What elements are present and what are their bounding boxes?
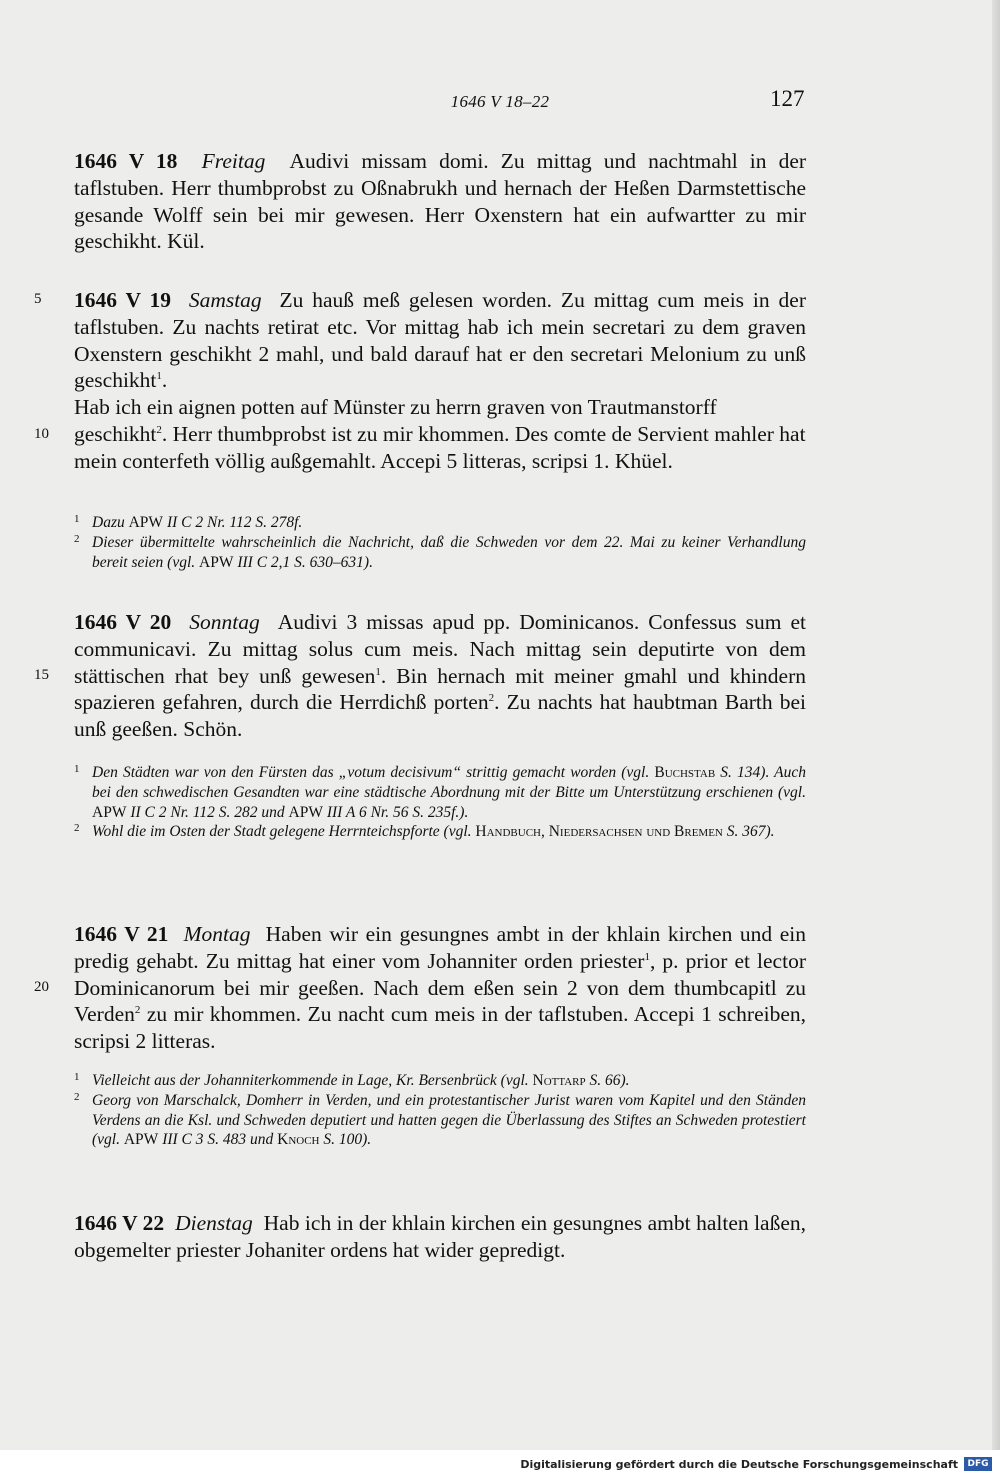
footnote-mark: 2 <box>488 692 495 705</box>
footnote-text: S. 66). <box>589 1072 630 1089</box>
entry-text: . Herr thumbprobst ist zu mir khommen. Des comte de Servient mahler hat mein conterfeth völlig außgemahlt. Accepi 5 litteras, scripsi 1. Khüel. <box>74 421 806 473</box>
entry-date: 1646 V 19 <box>74 288 172 312</box>
footnote-text: Dazu <box>92 514 125 531</box>
footnote <box>74 1071 806 1091</box>
footnote <box>74 1091 806 1150</box>
footnote-text: II C 2 Nr. 112 S. 278f. <box>166 514 303 531</box>
digitization-footer <box>0 1450 1000 1478</box>
running-header: 1646 V 18–22 <box>450 92 550 111</box>
footnote-text: Dieser übermittelte wahrscheinlich die Nachricht, daß die Schweden vor dem 22. Mai zu keiner Verhandlung bereit seien (vgl. <box>92 533 806 571</box>
footnote <box>74 533 806 573</box>
entry-text: Haben wir ein gesungnes ambt in der khlain kirchen und ein predig gehabt. Zu mittag hat einer vom Johanniter orden priester <box>74 922 807 973</box>
footnote-mark: 1 <box>644 950 650 963</box>
footnote <box>74 763 806 822</box>
footnote-text: Den Städten war von den Fürsten das „votum decisivum“ strittig gemacht worden (vgl. <box>92 764 650 781</box>
entry-1646-v-20 <box>74 609 806 743</box>
footnote-text: APW <box>92 803 127 821</box>
entry-text: Zu hauß meß gelesen worden. Zu mittag cum meis in der taflstuben. Zu nachts retirat etc. Vor mittag hab ich mein secretari zu dem graven Oxenstern geschikht 2 mahl, und bald darauf hat er den secretari Melonium zu unß geschikht <box>74 288 806 393</box>
entry-text: Audivi missam domi. Zu mittag und nachtmahl in der taflstuben. Herr thumbprobst zu Oßnabrukh und hernach der Heßen Darmstettische gesande Wolff sein bei mir gewesen. Herr Oxenstern hat ein aufwartter zu mir geschikht. Kül. <box>74 149 807 254</box>
footnotes-v-20 <box>74 763 806 842</box>
footnote-number: 1 <box>74 1071 80 1083</box>
footnote-text: S. 134). Auch bei den schwedischen Gesandten war eine städtische Abordnung mit der Bitte um Unterstützung erschienen (vgl. <box>92 764 807 801</box>
footnote-mark: 1 <box>375 665 381 678</box>
footnote-text: Georg von Marschalck, Domherr in Verden, und ein protestantischer Jurist waren vom Kapitel und den Ständen Verdens an die Ksl. und Schweden deputiert und hatten gegen die Überlassung des Stiftes an Schweden protestiert (vgl. <box>92 1091 806 1149</box>
entry-paragraph <box>74 394 806 474</box>
funding-credit: Digitalisierung gefördert durch die Deutsche Forschungsgemeinschaft <box>520 1458 958 1471</box>
footnote-text: Wohl die im Osten der Stadt gelegene Herrnteichspforte (vgl. <box>92 823 472 841</box>
footnote-text: III A 6 Nr. 56 S. 235f.). <box>326 803 469 821</box>
footnote-text: S. 100). <box>323 1131 372 1149</box>
page-edge <box>992 0 1000 1450</box>
footnote-text: Nottarp <box>532 1072 586 1089</box>
entry-text: . Bin hernach mit meiner gmahl und khindern spazieren gefahren, durch die Herrdichß porten <box>74 663 806 715</box>
footnote-mark: 2 <box>134 1004 141 1017</box>
footnote-text: S. 367). <box>726 823 775 841</box>
entry-text: , p. prior et lector Dominicanorum bei mir geeßen. Nach dem eßen sein 2 von dem thumbcapitl zu Verden <box>74 948 806 1027</box>
page-number: 127 <box>770 86 805 111</box>
entry-1646-v-21 <box>74 921 806 1055</box>
entry-day: Dienstag <box>175 1211 253 1235</box>
entry-day: Samstag <box>188 288 262 312</box>
footnote-text: Handbuch, Niedersachsen und Bremen <box>475 823 723 841</box>
footnote-text: Buchstab <box>654 764 716 781</box>
entry-text: . Zu nachts hat haubtman Barth bei unß geeßen. Schön. <box>74 690 807 742</box>
line-number: 20 <box>34 979 49 995</box>
entry-text: Hab ich ein aignen potten auf Münster zu herrn graven von Trautmanstorff geschikht <box>74 395 717 446</box>
line-number: 5 <box>34 291 42 307</box>
entry-1646-v-18 <box>74 148 806 255</box>
footnote-number: 2 <box>74 1090 80 1103</box>
footnote-text: Knoch <box>277 1131 320 1149</box>
entry-text: Audivi 3 missas apud pp. Dominicanos. Confessus sum et communicavi. Zu mittag solus cum meis. Nach mittag sein deputirte von dem stättischen rhat bey unß gewesen <box>74 610 806 688</box>
footnote-mark: 2 <box>156 423 162 436</box>
line-number: 15 <box>34 667 49 683</box>
entry-day: Sonntag <box>189 610 260 634</box>
entry-paragraph <box>74 287 806 394</box>
entry-paragraph <box>74 148 806 255</box>
line-number: 10 <box>34 426 49 442</box>
entry-text: zu mir khommen. Zu nacht cum meis in der taflstuben. Accepi 1 schreiben, scripsi 2 litteras. <box>74 1002 806 1054</box>
entry-text: Hab ich in der khlain kirchen ein gesungnes ambt halten laßen, obgemelter priester Johaniter ordens hat wider gepredigt. <box>74 1211 807 1262</box>
footnotes-v-19 <box>74 513 806 572</box>
footnote-text: Vielleicht aus der Johanniterkommende in Lage, Kr. Bersenbrück (vgl. <box>92 1072 529 1089</box>
footnote <box>74 822 806 842</box>
entry-day: Montag <box>183 922 251 946</box>
entry-1646-v-19 <box>74 287 806 475</box>
footnote-text: APW <box>128 514 164 531</box>
footnote-text: APW <box>288 803 323 821</box>
footnote-mark: 1 <box>156 370 162 383</box>
footnote-text: APW <box>199 553 234 571</box>
footnote-number: 1 <box>74 763 80 775</box>
footnotes-v-21 <box>74 1071 806 1150</box>
footnote-number: 1 <box>74 513 80 525</box>
entry-paragraph <box>74 609 806 743</box>
entry-date: 1646 V 21 <box>74 922 169 946</box>
dfg-logo: DFG <box>964 1457 992 1471</box>
footnote-number: 2 <box>74 532 80 545</box>
entry-paragraph <box>74 921 806 1055</box>
entry-text: . <box>161 368 168 393</box>
footnote-number: 2 <box>74 822 80 835</box>
entry-date: 1646 V 18 <box>74 149 178 173</box>
footnote <box>74 513 806 533</box>
entry-1646-v-22 <box>74 1210 806 1264</box>
footnote-text: APW <box>123 1131 159 1149</box>
entry-paragraph <box>74 1210 806 1264</box>
entry-date: 1646 V 22 <box>74 1211 165 1235</box>
entry-day: Freitag <box>201 149 266 173</box>
footnote-text: III C 2,1 S. 630–631). <box>237 553 373 571</box>
footnote-text: II C 2 Nr. 112 S. 282 und <box>130 803 285 821</box>
footnote-text: III C 3 S. 483 und <box>162 1131 274 1149</box>
entry-date: 1646 V 20 <box>74 610 172 634</box>
